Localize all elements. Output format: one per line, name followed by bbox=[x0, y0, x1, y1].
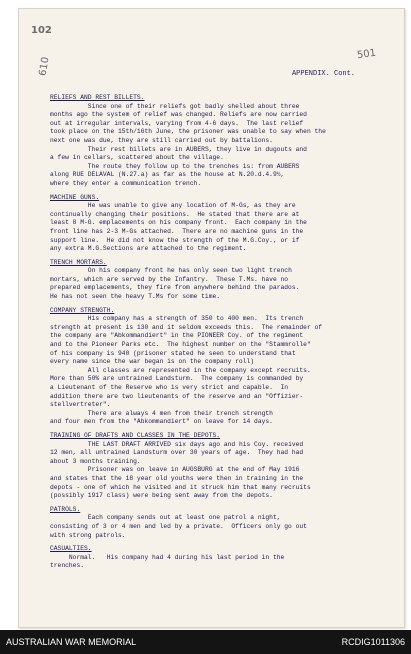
section bbox=[50, 259, 386, 302]
section bbox=[50, 545, 386, 571]
section bbox=[50, 194, 386, 254]
section-paragraph: Prisoner was on leave in AUGSBURG at the end of May 1916 and states that the 18 year old youths were then in training in the depots - one of which he visited and it struck him that many recruits (possibly 1917 class) were being sent away from the depots. bbox=[50, 466, 311, 500]
handwritten-note-left: 610 bbox=[37, 56, 52, 77]
section-paragraph: All classes are represented in the company except recruits. More than 50% are untrained Landsturm. The company is commanded by a Lieutenant of the Reserve who is very strict and capable. In addition there are two lieutenants of the reserve and an "Offizier- stellvertreter". bbox=[50, 366, 311, 409]
section bbox=[50, 432, 386, 501]
section bbox=[50, 94, 386, 189]
section-paragraph: Normal. His company had 4 during his last period in the trenches. bbox=[50, 553, 285, 570]
section-heading: PATROLS. bbox=[50, 505, 81, 513]
section bbox=[50, 506, 386, 540]
section-heading: RELIEFS AND REST BILLETS. bbox=[50, 94, 145, 101]
section-paragraph: The route they follow up to the trenches is: from AUBERS along RUE DELAVAL (N.27.a) as far as the house at N.20.d.4.9½, where they enter a communication trench. bbox=[50, 162, 300, 187]
section-heading: COMPANY STRENGTH. bbox=[50, 306, 115, 314]
footer-archive-name: AUSTRALIAN WAR MEMORIAL bbox=[6, 637, 137, 647]
section-paragraph: There are always 4 men from their trench strength and four men from the "Abkommandiert" on leave for 14 days. bbox=[50, 409, 273, 426]
section-paragraph: Each company sends out at least one patrol a night, consisting of 3 or 4 men and led by a private. Officers only go out with strong patrols. bbox=[50, 514, 307, 539]
section-heading: MACHINE GUNS. bbox=[50, 193, 100, 201]
section-heading: CASUALTIES. bbox=[50, 545, 92, 553]
handwritten-note-right: 501 bbox=[356, 47, 377, 62]
section bbox=[50, 307, 386, 427]
section-paragraph: Their rest billets are in AUBERS, they live in dugouts and a few in cellars, scattered about the village. bbox=[50, 145, 307, 162]
page-number: 102 bbox=[31, 25, 52, 36]
footer-bar bbox=[0, 630, 411, 654]
document-body bbox=[50, 94, 386, 576]
appendix-heading: APPENDIX. Cont. bbox=[291, 70, 355, 78]
section-heading: TRENCH MORTARS. bbox=[50, 258, 107, 266]
section-paragraph: THE LAST DRAFT ARRIVED six days ago and his Coy. received 12 men, all untrained Landsturm over 30 years of age. They had had about 3 months training. bbox=[50, 440, 304, 465]
section-paragraph: Since one of their reliefs got badly shelled about three months ago the system of relief was changed. Reliefs are now carried out at irregular intervals, varying from 4-6 days. The last relief took place on the 15th/16th June, the prisoner was unable to say when the next one was due, they are still carried out by battalions. bbox=[50, 102, 326, 144]
section-paragraph: On his company front he has only seen two light trench mortars, which are served by the Infantry. These T.Ms. have no prepared emplacements, they fire from anywhere behind the parados. He has not seen the heavy T.Ms for some time. bbox=[50, 267, 300, 301]
section-paragraph: His company has a strength of 350 to 400 men. Its trench strength at present is 130 and it seldom exceeds this. The remainder of the company are "Abkommandiert" in the PIONEER Coy. of the regiment and to the Pioneer Parks etc. The highest number on the "Stammrolle" of his company is 940 (prisoner stated he seen to understand that every name since the war began is on the company roll) bbox=[50, 315, 323, 366]
section-heading: TRAINING OF DRAFTS AND CLASSES IN THE DEPOTS. bbox=[50, 431, 221, 439]
section-paragraph: He was unable to give any location of M-Gs, as they are continually changing their positions. He stated that there are at least 8 M-G. emplacements on his company front. Each company in the front line has 2-3 M-Gs attached. There are no machine guns in the support line. He did not know the strength of the M.G.Coy., or if any extra M.G.Sections are attached to the regiment. bbox=[50, 202, 307, 253]
footer-record-id: RCDIG1011306 bbox=[341, 637, 405, 647]
